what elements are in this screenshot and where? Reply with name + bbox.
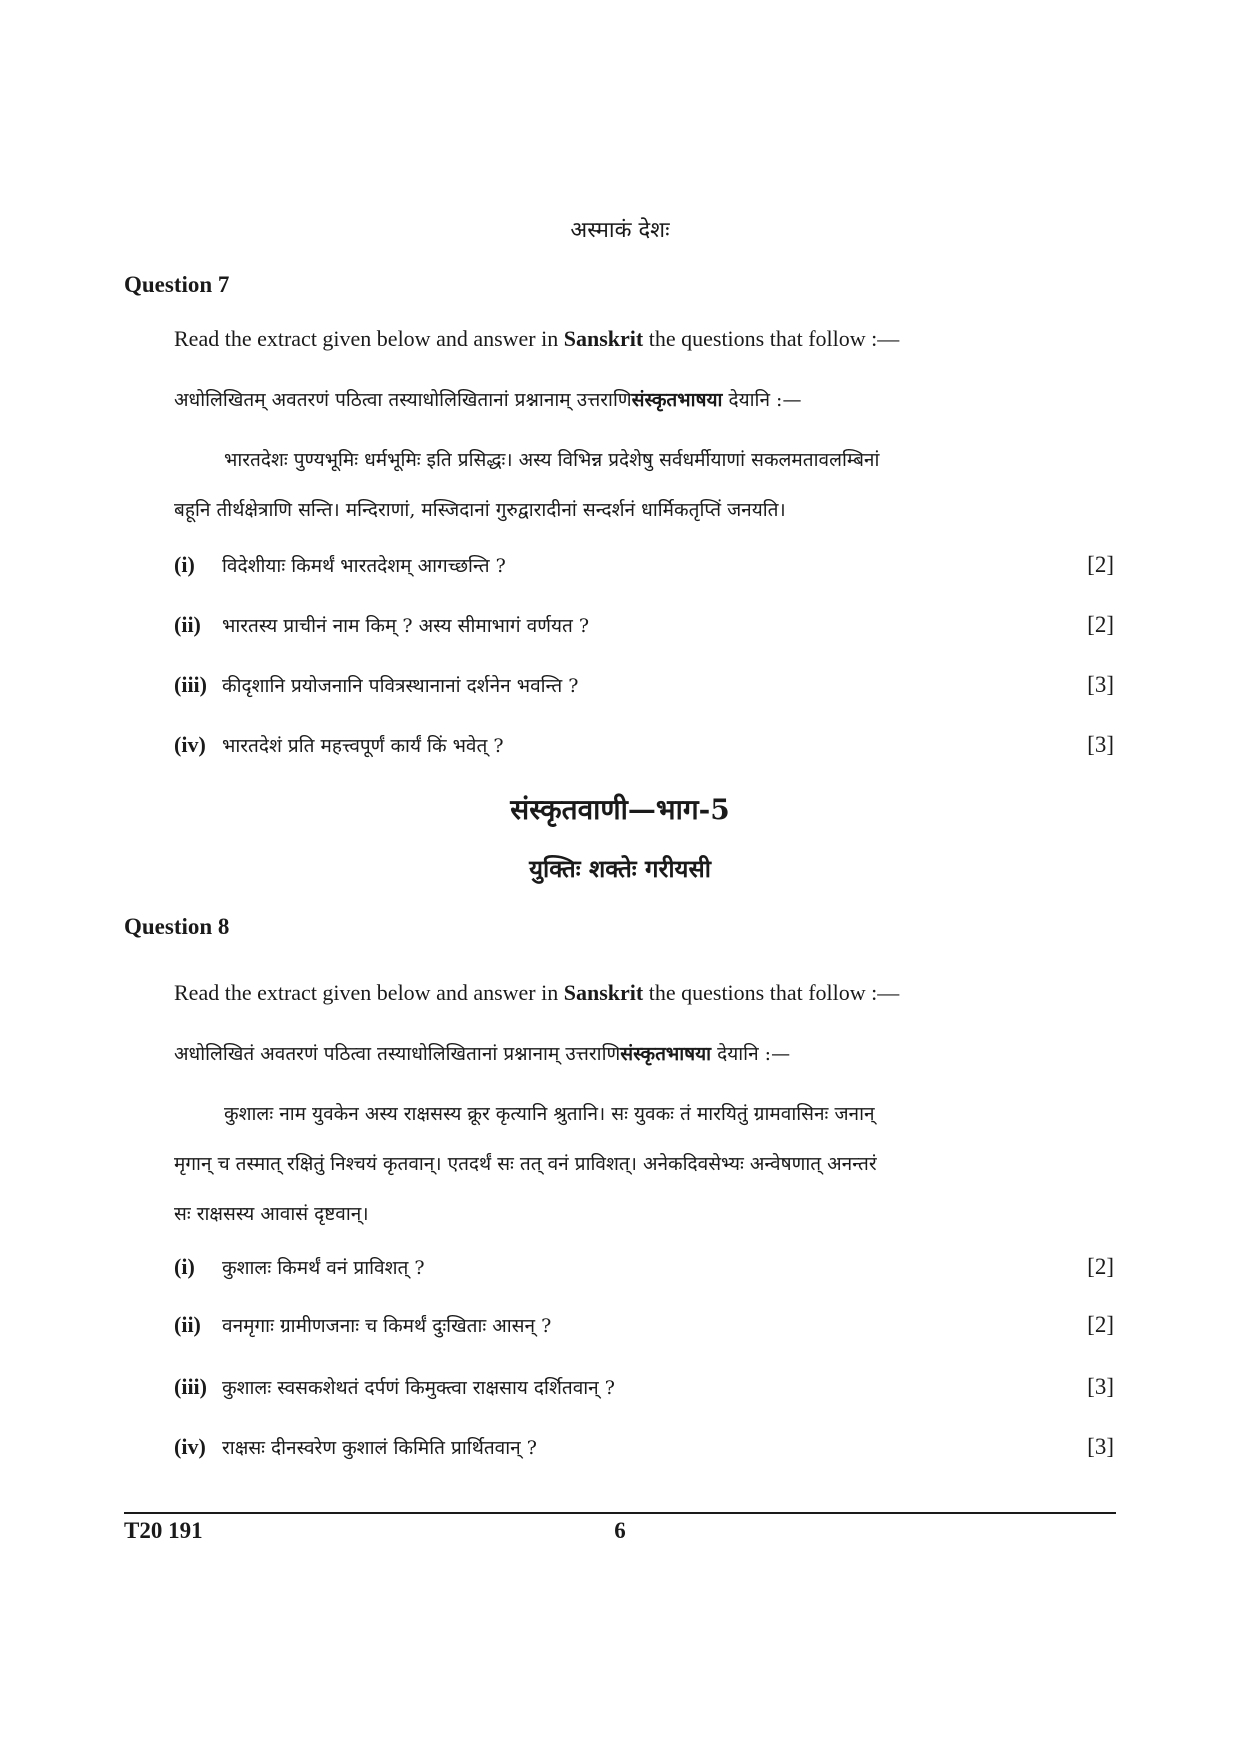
question-number: (ii) xyxy=(174,1312,201,1337)
question-marks: [2] xyxy=(1087,552,1114,577)
question-number: (i) xyxy=(174,1254,195,1279)
q8-question-row xyxy=(174,1254,1114,1288)
question-8-label: Question 8 xyxy=(124,914,230,939)
question-text: विदेशीयाः किमर्थं भारतदेशम् आगच्छन्ति ? xyxy=(222,555,506,577)
question-marks: [2] xyxy=(1087,612,1114,637)
question-number: (iv) xyxy=(174,732,206,757)
question-marks: [3] xyxy=(1087,1434,1114,1459)
q7-instruction-english-post: the questions that follow :— xyxy=(643,326,900,351)
q7-instruction-sanskrit-pre: अधोलिखितम् अवतरणं पठित्वा तस्याधोलिखितानां प्रश्नानाम् उत्तराणि xyxy=(174,389,632,411)
q7-instruction-english xyxy=(174,326,899,352)
q7-instruction-sanskrit xyxy=(174,386,801,412)
section-title: संस्कृतवाणी—भाग-5 xyxy=(510,793,730,826)
q8-question-row xyxy=(174,1374,1114,1408)
q7-passage-line-2: बहूनि तीर्थक्षेत्राणि सन्ति। मन्दिराणां, मस्जिदानां गुरुद्वारादीनां सन्दर्शनं धार्मिकतृप्तिं जनयति। xyxy=(174,499,786,521)
question-marks: [3] xyxy=(1087,672,1114,697)
question-marks: [3] xyxy=(1087,732,1114,757)
question-number: (iii) xyxy=(174,672,207,697)
q7-question-row xyxy=(174,612,1114,646)
paper-code: T20 191 xyxy=(124,1518,203,1543)
q8-instruction-sanskrit xyxy=(174,1040,790,1066)
question-text: भारतदेशं प्रति महत्त्वपूर्णं कार्यं किं भवेत् ? xyxy=(222,735,504,757)
question-number: (iv) xyxy=(174,1434,206,1459)
q8-instruction-english-pre: Read the extract given below and answer in xyxy=(174,980,564,1005)
q7-instruction-english-bold: Sanskrit xyxy=(563,326,644,351)
q7-question-row xyxy=(174,732,1114,766)
question-number: (i) xyxy=(174,552,195,577)
question-text: कीदृशानि प्रयोजनानि पवित्रस्थानानां दर्शनेन भवन्ति ? xyxy=(222,675,579,697)
q8-passage-line-3: सः राक्षसस्य आवासं दृष्टवान्। xyxy=(174,1203,369,1225)
question-number: (iii) xyxy=(174,1374,207,1399)
q8-instruction-english-bold: Sanskrit xyxy=(563,980,644,1005)
question-marks: [2] xyxy=(1087,1254,1114,1279)
question-text: राक्षसः दीनस्वरेण कुशालं किमिति प्रार्थितवान् ? xyxy=(222,1437,537,1459)
question-marks: [2] xyxy=(1087,1312,1114,1337)
q7-question-row xyxy=(174,672,1114,706)
question-text: भारतस्य प्राचीनं नाम किम् ? अस्य सीमाभागं वर्णयत ? xyxy=(222,615,590,637)
question-text: कुशालः किमर्थं वनं प्राविशत् ? xyxy=(222,1257,425,1279)
q7-instruction-sanskrit-post: देयानि :— xyxy=(722,389,802,411)
question-7-label: Question 7 xyxy=(124,272,230,297)
page-number: 6 xyxy=(614,1518,626,1543)
q8-passage-line-1: कुशालः नाम युवकेन अस्य राक्षसस्य क्रूर कृत्यानि श्रुतानि। सः युवकः तं मारयितुं ग्रामवासिनः जनान् xyxy=(224,1103,875,1125)
q8-instruction-english xyxy=(174,980,899,1006)
question-text: कुशालः स्वसकशेथतं दर्पणं किमुक्त्वा राक्षसाय दर्शितवान् ? xyxy=(222,1377,615,1399)
q8-question-row xyxy=(174,1312,1114,1346)
question-number: (ii) xyxy=(174,612,201,637)
q8-question-row xyxy=(174,1434,1114,1468)
q7-question-row xyxy=(174,552,1114,586)
q8-instruction-english-post: the questions that follow :— xyxy=(643,980,900,1005)
q8-passage-line-2: मृगान् च तस्मात् रक्षितुं निश्चयं कृतवान्। एतदर्थं सः तत् वनं प्राविशत्। अनेकदिवसेभ्यः अन्वेषणात् अनन्तरं xyxy=(174,1153,877,1175)
q8-instruction-sanskrit-post: देयानि :— xyxy=(711,1043,791,1065)
section-subtitle: युक्तिः शक्तेः गरीयसी xyxy=(529,854,711,883)
q7-instruction-english-pre: Read the extract given below and answer in xyxy=(174,326,564,351)
q8-instruction-sanskrit-pre: अधोलिखितं अवतरणं पठित्वा तस्याधोलिखितानां प्रश्नानाम् उत्तराणि xyxy=(174,1043,621,1065)
q7-instruction-sanskrit-bold: संस्कृतभाषया xyxy=(631,389,723,411)
question-marks: [3] xyxy=(1087,1374,1114,1399)
q7-passage-line-1: भारतदेशः पुण्यभूमिः धर्मभूमिः इति प्रसिद्धः। अस्य विभिन्न प्रदेशेषु सर्वधर्मीयाणां सकलमतावलम्बिनां xyxy=(224,449,880,471)
footer-divider xyxy=(124,1512,1116,1514)
q8-instruction-sanskrit-bold: संस्कृतभाषया xyxy=(620,1043,712,1065)
question-text: वनमृगाः ग्रामीणजनाः च किमर्थं दुःखिताः आसन् ? xyxy=(222,1315,552,1337)
section-heading: अस्माकं देशः xyxy=(570,218,670,243)
